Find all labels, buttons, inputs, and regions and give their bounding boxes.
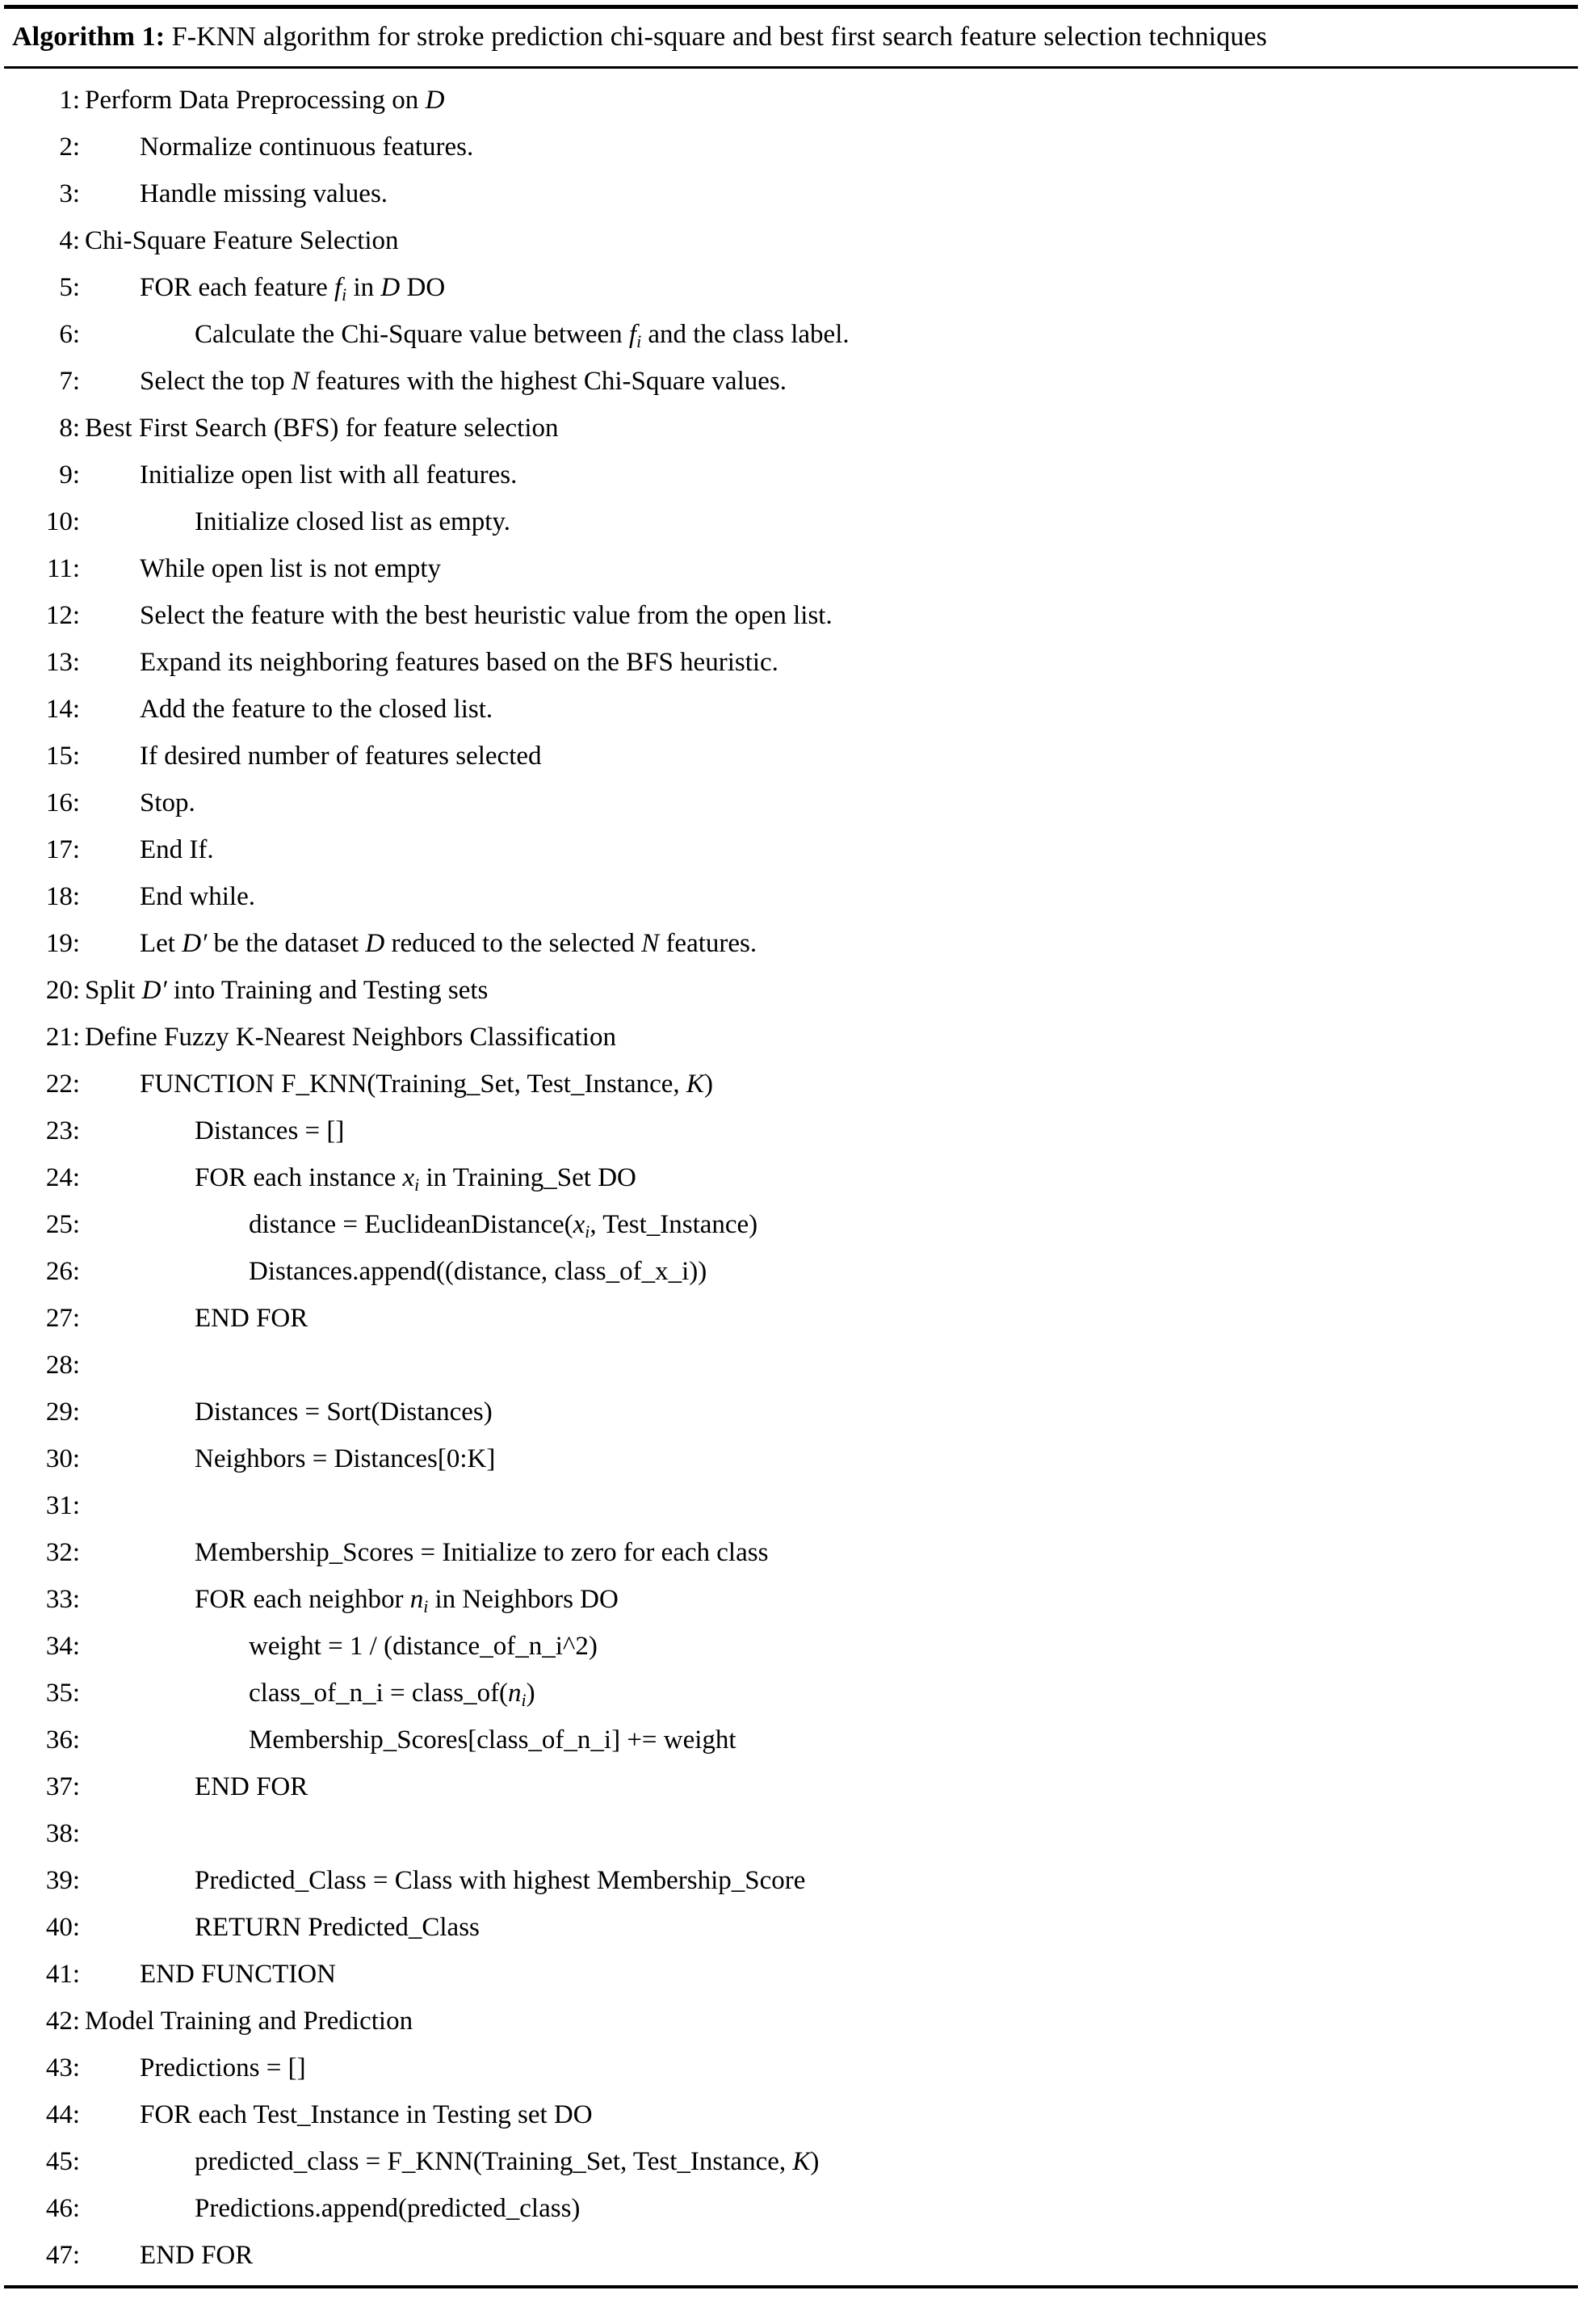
line-number: 40: — [45, 1913, 80, 1942]
line-number: 32: — [45, 1538, 80, 1567]
pseudocode-line — [4, 498, 1578, 545]
line-text: FOR each neighbor $n_i$ in Neighbors DO — [195, 1585, 619, 1617]
line-text: Best First Search (BFS) for feature selection — [85, 414, 559, 443]
line-text: END FOR — [195, 1304, 308, 1333]
pseudocode-line — [4, 124, 1578, 170]
line-text: predicted_class = F_KNN(Training_Set, Test_Instance, K) — [195, 2147, 820, 2176]
line-number: 9: — [59, 460, 80, 490]
pseudocode-line — [4, 1623, 1578, 1670]
algorithm-caption — [4, 9, 1578, 66]
pseudocode-line — [4, 1248, 1578, 1295]
line-number: 17: — [45, 835, 80, 864]
pseudocode-line — [4, 2185, 1578, 2232]
line-text: Normalize continuous features. — [140, 132, 474, 162]
line-text: RETURN Predicted_Class — [195, 1913, 480, 1942]
line-number: 29: — [45, 1397, 80, 1427]
pseudocode-line — [4, 1389, 1578, 1435]
line-number: 42: — [45, 2007, 80, 2036]
pseudocode-line — [4, 1670, 1578, 1717]
pseudocode-line — [4, 920, 1578, 967]
line-number: 7: — [59, 367, 80, 396]
line-number: 26: — [45, 1257, 80, 1286]
pseudocode-line — [4, 1717, 1578, 1763]
line-number: 13: — [45, 648, 80, 677]
line-number: 11: — [47, 554, 80, 583]
algorithm-label: Algorithm 1: — [12, 22, 166, 52]
line-text: Split D′ into Training and Testing sets — [85, 976, 489, 1005]
line-number: 38: — [45, 1819, 80, 1848]
line-text: Distances.append((distance, class_of_x_i)) — [249, 1257, 707, 1286]
line-text: Predictions.append(predicted_class) — [195, 2194, 581, 2223]
line-text: Calculate the Chi-Square value between $f_i$ and the class label. — [195, 320, 850, 352]
pseudocode-line — [4, 170, 1578, 217]
line-text: FOR each instance $x_i$ in Training_Set DO — [195, 1163, 636, 1196]
pseudocode-line — [4, 405, 1578, 452]
pseudocode-line — [4, 1154, 1578, 1201]
pseudocode-line — [4, 1810, 1578, 1857]
pseudocode-line — [4, 1529, 1578, 1576]
line-text: Predictions = [] — [140, 2053, 306, 2082]
line-text: Predicted_Class = Class with highest Membership_Score — [195, 1866, 806, 1895]
pseudocode-line — [4, 217, 1578, 264]
line-number: 27: — [45, 1304, 80, 1333]
line-number: 46: — [45, 2194, 80, 2223]
line-text: Handle missing values. — [140, 179, 388, 208]
line-number: 1: — [59, 86, 80, 115]
line-text: If desired number of features selected — [140, 742, 542, 771]
line-number: 34: — [45, 1632, 80, 1661]
rule-bottom — [4, 2285, 1578, 2288]
line-number: 22: — [45, 1070, 80, 1099]
pseudocode-line — [4, 2045, 1578, 2091]
line-number: 14: — [45, 695, 80, 724]
line-number: 3: — [59, 179, 80, 208]
line-number: 15: — [45, 742, 80, 771]
pseudocode-line — [4, 1951, 1578, 1998]
pseudocode-line — [4, 2091, 1578, 2138]
line-text: Initialize open list with all features. — [140, 460, 518, 490]
line-text: Chi-Square Feature Selection — [85, 226, 399, 255]
line-text: Select the top N features with the highest Chi-Square values. — [140, 367, 787, 396]
line-text: Neighbors = Distances[0:K] — [195, 1444, 496, 1473]
line-number: 6: — [59, 320, 80, 349]
line-number: 31: — [45, 1491, 80, 1520]
pseudocode-line — [4, 358, 1578, 405]
line-number: 47: — [45, 2241, 80, 2270]
pseudocode-line — [4, 826, 1578, 873]
line-text: Add the feature to the closed list. — [140, 695, 493, 724]
pseudocode-line — [4, 2138, 1578, 2185]
line-number: 44: — [45, 2100, 80, 2129]
pseudocode-line — [4, 2232, 1578, 2279]
line-number: 8: — [59, 414, 80, 443]
line-text: Perform Data Preprocessing on D — [85, 86, 445, 115]
line-text: Membership_Scores = Initialize to zero for each class — [195, 1538, 769, 1567]
line-text: Model Training and Prediction — [85, 2007, 413, 2036]
line-text: FOR each feature $f_i$ in D DO — [140, 273, 446, 305]
pseudocode-line — [4, 1576, 1578, 1623]
line-number: 16: — [45, 788, 80, 817]
line-number: 4: — [59, 226, 80, 255]
line-number: 36: — [45, 1725, 80, 1755]
line-text: Define Fuzzy K-Nearest Neighbors Classification — [85, 1023, 616, 1052]
pseudocode-line — [4, 77, 1578, 124]
line-text: END FOR — [140, 2241, 254, 2270]
line-number: 18: — [45, 882, 80, 911]
line-text: End If. — [140, 835, 214, 864]
pseudocode-line — [4, 686, 1578, 733]
line-text: FOR each Test_Instance in Testing set DO — [140, 2100, 593, 2129]
line-number: 23: — [45, 1116, 80, 1145]
pseudocode-line — [4, 545, 1578, 592]
line-text: class_of_n_i = $class\_of(n_i)$ — [249, 1679, 535, 1711]
algorithm-title: F-KNN algorithm for stroke prediction chi-square and best first search feature selection techniques — [165, 22, 1267, 52]
line-number: 21: — [45, 1023, 80, 1052]
line-number: 43: — [45, 2053, 80, 2082]
line-number: 12: — [45, 601, 80, 630]
line-number: 45: — [45, 2147, 80, 2176]
line-text: Distances = Sort(Distances) — [195, 1397, 493, 1427]
line-number: 28: — [45, 1351, 80, 1380]
line-text: Select the feature with the best heuristic value from the open list. — [140, 601, 833, 630]
line-number: 41: — [45, 1960, 80, 1989]
pseudocode-line — [4, 452, 1578, 498]
line-text: FUNCTION F_KNN(Training_Set, Test_Instance, K) — [140, 1070, 713, 1099]
algorithm-block — [4, 5, 1578, 2288]
line-number: 2: — [59, 132, 80, 162]
line-number: 35: — [45, 1679, 80, 1708]
line-number: 10: — [45, 507, 80, 536]
pseudocode-line — [4, 1201, 1578, 1248]
line-text: Membership_Scores[class_of_n_i] += weight — [249, 1725, 736, 1755]
pseudocode-line — [4, 639, 1578, 686]
line-text: While open list is not empty — [140, 554, 442, 583]
pseudocode-line — [4, 733, 1578, 780]
pseudocode-line — [4, 1342, 1578, 1389]
pseudocode-line — [4, 1998, 1578, 2045]
line-number: 5: — [59, 273, 80, 302]
pseudocode-line — [4, 592, 1578, 639]
pseudocode-line — [4, 1435, 1578, 1482]
line-text: Distances = [] — [195, 1116, 345, 1145]
pseudocode-line — [4, 264, 1578, 311]
pseudocode-line — [4, 1014, 1578, 1061]
pseudocode-line — [4, 873, 1578, 920]
pseudocode-line — [4, 1107, 1578, 1154]
pseudocode-line — [4, 311, 1578, 358]
line-text: Let D′ be the dataset D reduced to the selected N features. — [140, 929, 757, 958]
pseudocode-line — [4, 1482, 1578, 1529]
line-number: 39: — [45, 1866, 80, 1895]
line-text: Stop. — [140, 788, 195, 817]
pseudocode-line — [4, 1857, 1578, 1904]
line-text: End while. — [140, 882, 255, 911]
pseudocode-line — [4, 1295, 1578, 1342]
pseudocode-lines — [4, 69, 1578, 2285]
pseudocode-line — [4, 1061, 1578, 1107]
line-text: distance = $EuclideanDistance(x_i$, Test_Instance) — [249, 1210, 758, 1242]
line-text: Initialize closed list as empty. — [195, 507, 511, 536]
line-number: 37: — [45, 1772, 80, 1801]
line-number: 24: — [45, 1163, 80, 1192]
line-text: Expand its neighboring features based on the BFS heuristic. — [140, 648, 778, 677]
line-text: END FUNCTION — [140, 1960, 336, 1989]
line-number: 20: — [45, 976, 80, 1005]
line-number: 25: — [45, 1210, 80, 1239]
line-text: weight = 1 / (distance_of_n_i^2) — [249, 1632, 598, 1661]
pseudocode-line — [4, 1763, 1578, 1810]
line-text: END FOR — [195, 1772, 308, 1801]
pseudocode-line — [4, 967, 1578, 1014]
pseudocode-line — [4, 780, 1578, 826]
pseudocode-line — [4, 1904, 1578, 1951]
line-number: 30: — [45, 1444, 80, 1473]
line-number: 19: — [45, 929, 80, 958]
line-number: 33: — [45, 1585, 80, 1614]
